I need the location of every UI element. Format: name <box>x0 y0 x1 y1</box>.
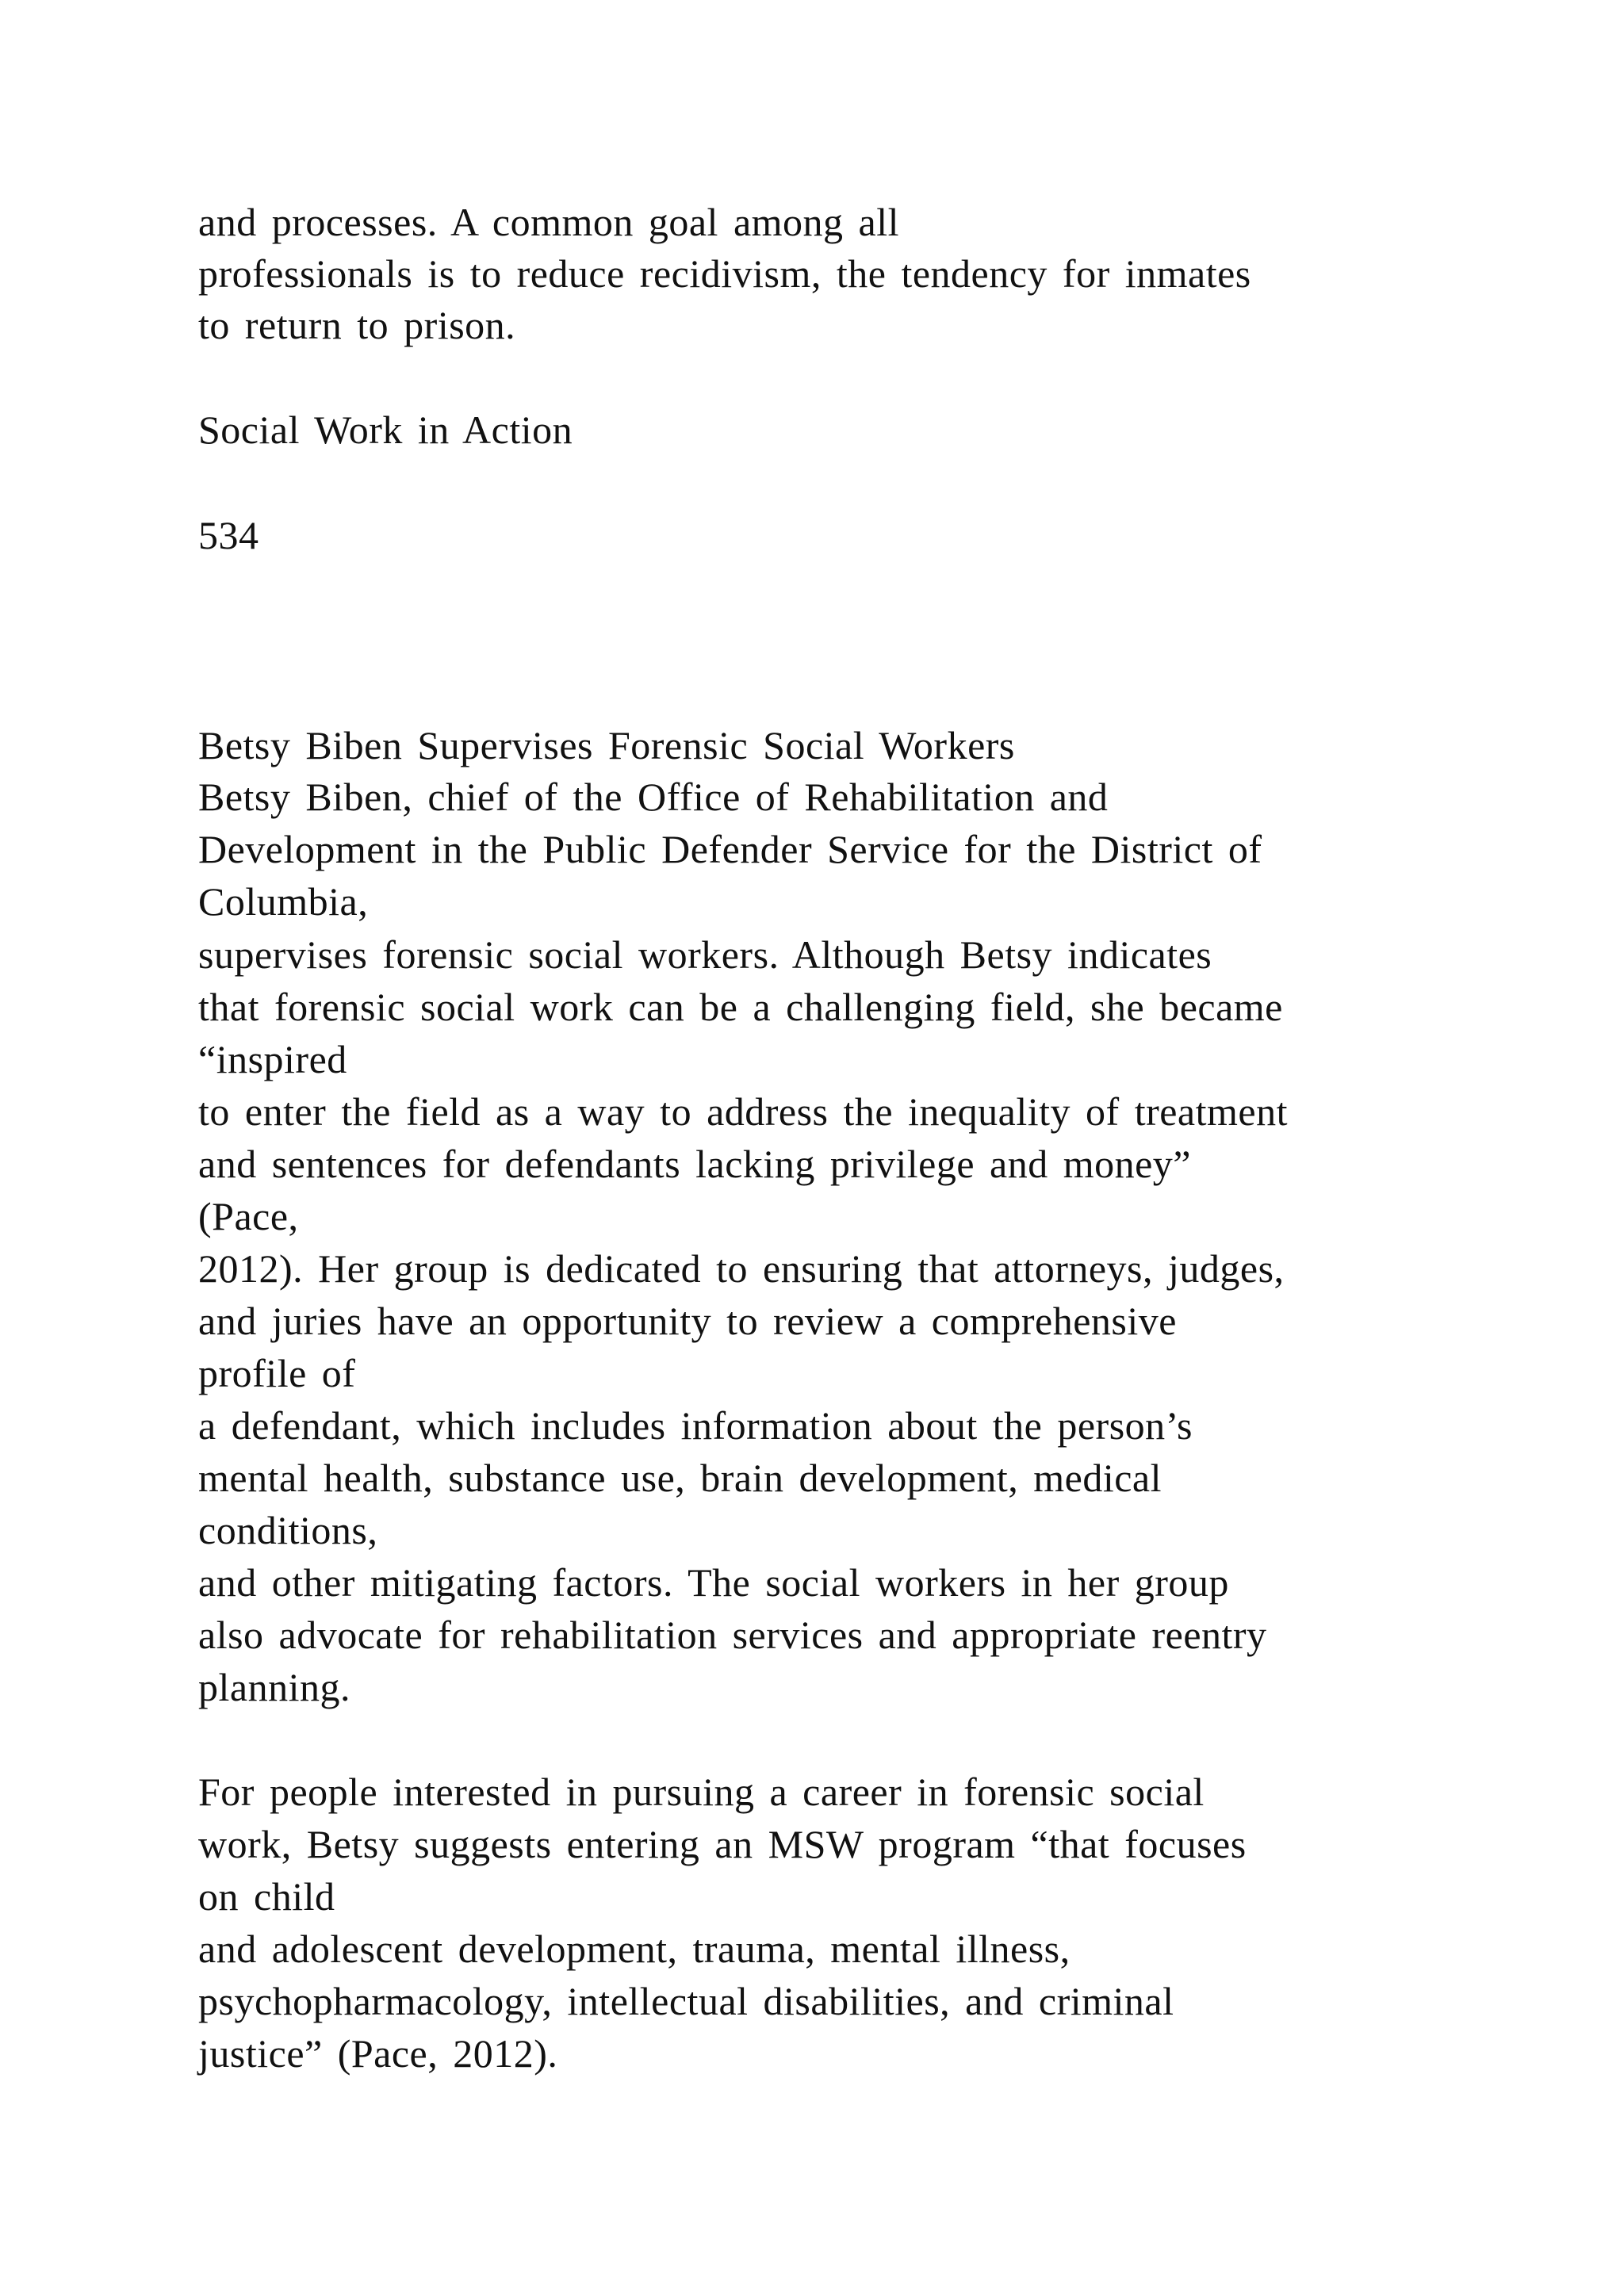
paragraph-line: also advocate for rehabilitation services and appropriate reentry <box>198 1613 1267 1657</box>
paragraph-line: justice” (Pace, 2012). <box>198 2031 558 2076</box>
paragraph-line: and other mitigating factors. The social workers in her group <box>198 1560 1229 1605</box>
paragraph-line: conditions, <box>198 1508 378 1552</box>
paragraph-line: on child <box>198 1874 335 1919</box>
paragraph-line: (Pace, <box>198 1194 299 1238</box>
paragraph-line: a defendant, which includes information about the person’s <box>198 1403 1193 1448</box>
article-heading: Betsy Biben Supervises Forensic Social Workers <box>198 723 1015 767</box>
intro-line: professionals is to reduce recidivism, the tendency for inmates <box>198 251 1251 296</box>
paragraph-line: “inspired <box>198 1037 347 1081</box>
paragraph-line: to enter the field as a way to address the inequality of treatment <box>198 1089 1288 1134</box>
intro-line: to return to prison. <box>198 303 516 347</box>
paragraph-line: supervises forensic social workers. Although Betsy indicates <box>198 932 1212 977</box>
paragraph-line: and juries have an opportunity to review a comprehensive <box>198 1299 1177 1343</box>
intro-line: and processes. A common goal among all <box>198 200 900 244</box>
paragraph-line: psychopharmacology, intellectual disabilities, and criminal <box>198 1979 1174 2023</box>
paragraph-line: work, Betsy suggests entering an MSW program “that focuses <box>198 1822 1247 1866</box>
paragraph-line: Betsy Biben, chief of the Office of Rehabilitation and <box>198 775 1109 819</box>
paragraph-line: Development in the Public Defender Service for the District of <box>198 827 1262 871</box>
paragraph-line: 2012). Her group is dedicated to ensuring that attorneys, judges, <box>198 1246 1285 1291</box>
page-number: 534 <box>198 513 259 557</box>
section-label: Social Work in Action <box>198 408 573 452</box>
paragraph-line: For people interested in pursuing a career in forensic social <box>198 1770 1205 1814</box>
paragraph-line: mental health, substance use, brain development, medical <box>198 1456 1162 1500</box>
paragraph-line: that forensic social work can be a challenging field, she became <box>198 985 1283 1029</box>
paragraph-line: planning. <box>198 1665 350 1709</box>
paragraph-line: and sentences for defendants lacking privilege and money” <box>198 1142 1191 1186</box>
paragraph-line: profile of <box>198 1351 356 1395</box>
paragraph-line: and adolescent development, trauma, mental illness, <box>198 1927 1071 1971</box>
paragraph-line: Columbia, <box>198 879 369 924</box>
